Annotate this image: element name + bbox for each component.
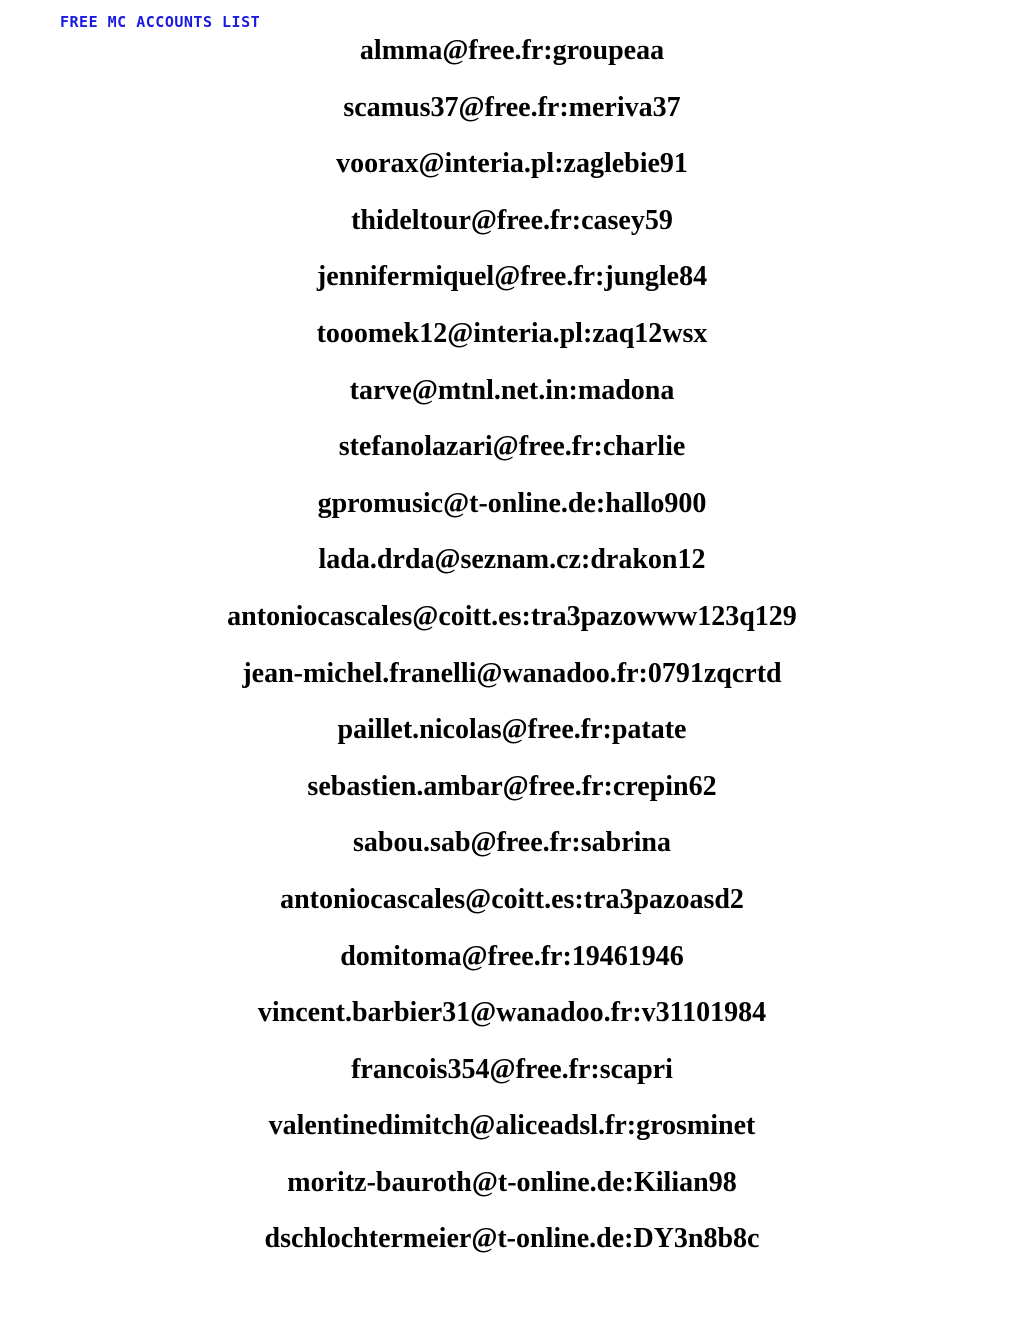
list-item: dschlochtermeier@t-online.de:DY3n8b8c xyxy=(264,1223,760,1255)
list-item: jean-michel.franelli@wanadoo.fr:0791zqcrtd xyxy=(242,657,782,689)
list-item: vincent.barbier31@wanadoo.fr:v31101984 xyxy=(257,997,767,1029)
list-item: tooomek12@interia.pl:zaq12wsx xyxy=(316,317,708,349)
list-item: lada.drda@seznam.cz:drakon12 xyxy=(318,544,706,576)
list-item: paillet.nicolas@free.fr:patate xyxy=(337,714,687,746)
list-item: thideltour@free.fr:casey59 xyxy=(351,204,673,236)
list-item: sebastien.ambar@free.fr:crepin62 xyxy=(307,770,717,802)
list-item: stefanolazari@free.fr:charlie xyxy=(338,431,686,463)
list-item: tarve@mtnl.net.in:madona xyxy=(349,374,675,406)
list-item: almma@free.fr:groupeaa xyxy=(359,35,665,66)
list-item: antoniocascales@coitt.es:tra3pazowww123q129 xyxy=(227,600,797,632)
list-item: voorax@interia.pl:zaglebie91 xyxy=(336,148,688,180)
list-item: sabou.sab@free.fr:sabrina xyxy=(353,827,671,859)
list-item: jennifermiquel@free.fr:jungle84 xyxy=(316,261,708,293)
list-item: valentinedimitch@aliceadsl.fr:grosminet xyxy=(268,1110,756,1142)
account-list xyxy=(0,33,1024,1278)
list-item: antoniocascales@coitt.es:tra3pazoasd2 xyxy=(280,883,744,915)
list-item: francois354@free.fr:scapri xyxy=(351,1053,673,1085)
list-item: scamus37@free.fr:meriva37 xyxy=(343,91,681,123)
list-item: gpromusic@t-online.de:hallo900 xyxy=(317,487,707,519)
list-item: moritz-bauroth@t-online.de:Kilian98 xyxy=(287,1166,737,1198)
list-item: domitoma@free.fr:19461946 xyxy=(340,940,684,972)
page-header-title: FREE MC ACCOUNTS LIST xyxy=(60,13,261,31)
